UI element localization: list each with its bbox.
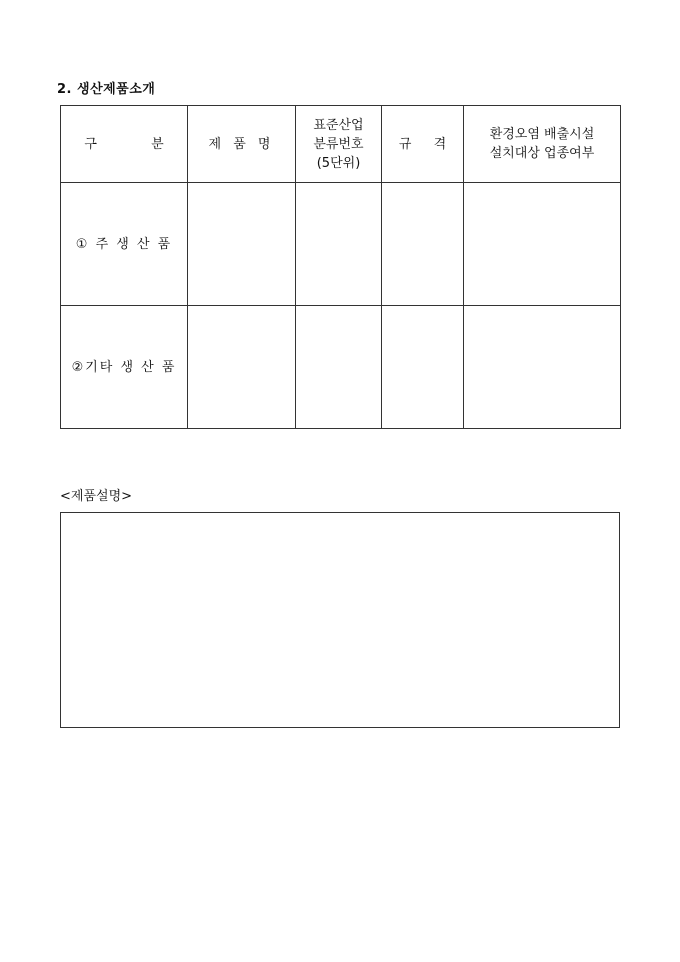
header-spec: 규 격	[382, 106, 464, 183]
cell-other-spec[interactable]	[382, 306, 464, 429]
cell-main-industry-code[interactable]	[296, 183, 382, 306]
header-env-line1: 환경오염 배출시설	[489, 127, 595, 142]
product-table	[60, 105, 621, 429]
header-industry-code-line2: 분류번호	[313, 136, 364, 152]
header-product-name: 제 품 명	[188, 106, 296, 183]
section-title: 2. 생산제품소개	[57, 82, 156, 97]
cell-main-spec[interactable]	[382, 183, 464, 306]
cell-other-env[interactable]	[464, 306, 621, 429]
header-division: 구 분	[61, 106, 188, 183]
header-env-facility	[464, 106, 621, 183]
table-row-other-product	[61, 306, 621, 429]
table-header-row	[61, 106, 621, 183]
cell-main-env[interactable]	[464, 183, 621, 306]
cell-main-product-name[interactable]	[188, 183, 296, 306]
table-row-main-product	[61, 183, 621, 306]
product-description-label: <제품설명>	[60, 489, 133, 504]
row-label-other: ②기타 생 산 품	[61, 306, 188, 429]
product-description-box[interactable]	[60, 512, 620, 728]
header-env-line2: 설치대상 업종여부	[489, 146, 595, 161]
header-industry-code	[296, 106, 382, 183]
row-label-main: ① 주 생 산 품	[61, 183, 188, 306]
cell-other-industry-code[interactable]	[296, 306, 382, 429]
header-industry-code-line1: 표준산업	[313, 117, 364, 133]
cell-other-product-name[interactable]	[188, 306, 296, 429]
header-industry-code-line3: (5단위)	[316, 155, 361, 171]
